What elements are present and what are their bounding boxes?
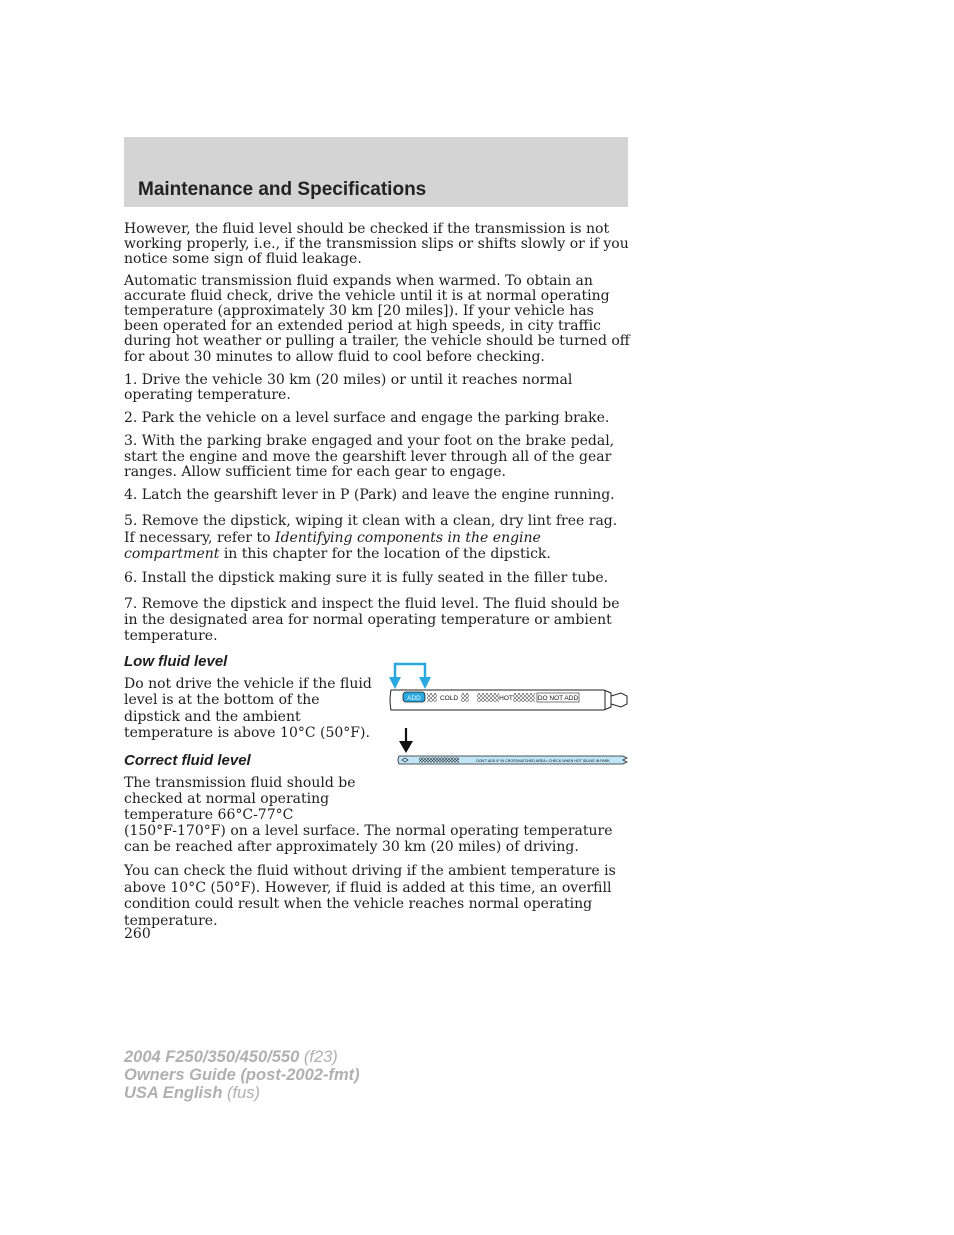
intro-paragraph: However, the fluid level should be checked if the transmission is not working properly, i.e., if the transmission slips or shifts slowly or if you notice some sign of fluid leakage.: [124, 221, 629, 268]
correct-fluid-text-continued: (150°F-170°F) on a level surface. The normal operating temperature can be reached after approximately 30 km (20 miles) of driving.: [124, 823, 613, 856]
level-arrow: [399, 728, 413, 753]
footer-language: USA English: [124, 1084, 223, 1102]
dipstick-caption: DON'T ADD IF IN CROSSHATCHED AREA • CHECK WHEN HOT IDLING IN PARK: [476, 758, 610, 763]
do-not-add-mark: DO NOT ADD: [537, 695, 579, 702]
page-number: 260: [124, 926, 151, 942]
final-paragraph: You can check the fluid without driving if the ambient temperature is above 10°C (50°F). However, if fluid is added at this time, an overfill condition could result when the vehicle reaches normal operating temperature.: [124, 863, 616, 929]
step-4: 4. Latch the gearshift lever in P (Park) and leave the engine running.: [124, 487, 615, 504]
header-band: [124, 137, 628, 207]
page-title: Maintenance and Specifications: [138, 179, 427, 200]
step-6: 6. Install the dipstick making sure it is fully seated in the filler tube.: [124, 569, 609, 586]
footer-model-code: (f23): [303, 1048, 338, 1066]
step-5-text-end: in this chapter for the location of the dipstick.: [219, 546, 551, 563]
footer-model: 2004 F250/350/450/550: [124, 1048, 300, 1066]
step-5-text: 5. Remove the dipstick, wiping it clean with a clean, dry lint free rag. If necessary, refer to: [124, 513, 618, 546]
step-5: [124, 513, 630, 563]
footer-guide: Owners Guide (post-2002-fmt): [124, 1066, 360, 1084]
dipstick-blade: [398, 756, 627, 764]
footer-language-code: (fus): [227, 1084, 260, 1102]
cold-mark: COLD: [439, 695, 459, 702]
step-3: 3. With the parking brake engaged and your foot on the brake pedal, start the engine and move the gearshift lever through all of the gear ranges. Allow sufficient time for each gear to engage.: [124, 433, 615, 480]
add-mark: ADD: [407, 695, 421, 702]
correct-fluid-dipstick-figure: [395, 726, 635, 768]
step-1: 1. Drive the vehicle 30 km (20 miles) or until it reaches normal operating temperature.: [124, 371, 573, 404]
low-fluid-dipstick-figure: [389, 660, 629, 712]
dipstick-blade: [390, 690, 627, 710]
step-7: 7. Remove the dipstick and inspect the fluid level. The fluid should be in the designated area for normal operating temperature or ambient temperature.: [124, 595, 620, 644]
hot-mark: HOT: [499, 695, 513, 702]
page-content: [124, 222, 630, 935]
warmup-paragraph: Automatic transmission fluid expands when warmed. To obtain an accurate fluid check, drive the vehicle until it is at normal operating temperature (approximately 30 km [20 miles]). If your vehicle has been operated for an extended period at high speeds, in city traffic during hot weather or pulling a trailer, the vehicle should be turned off for about 30 minutes to allow fluid to cool before checking.: [124, 272, 630, 365]
step-5-reference: Identifying components in the engine compartment: [124, 529, 541, 563]
bracket-arrows: [389, 664, 431, 689]
step-2: 2. Park the vehicle on a level surface and engage the parking brake.: [124, 410, 610, 427]
correct-fluid-heading: Correct fluid level: [124, 751, 251, 769]
low-fluid-heading: Low fluid level: [124, 652, 228, 670]
document-footer: [124, 1048, 360, 1102]
low-fluid-text: Do not drive the vehicle if the fluid level is at the bottom of the dipstick and the ambient temperature is above 10°C (50°F).: [124, 676, 372, 741]
correct-fluid-text: The transmission fluid should be checked at normal operating temperature 66°C-77°C: [124, 775, 356, 824]
